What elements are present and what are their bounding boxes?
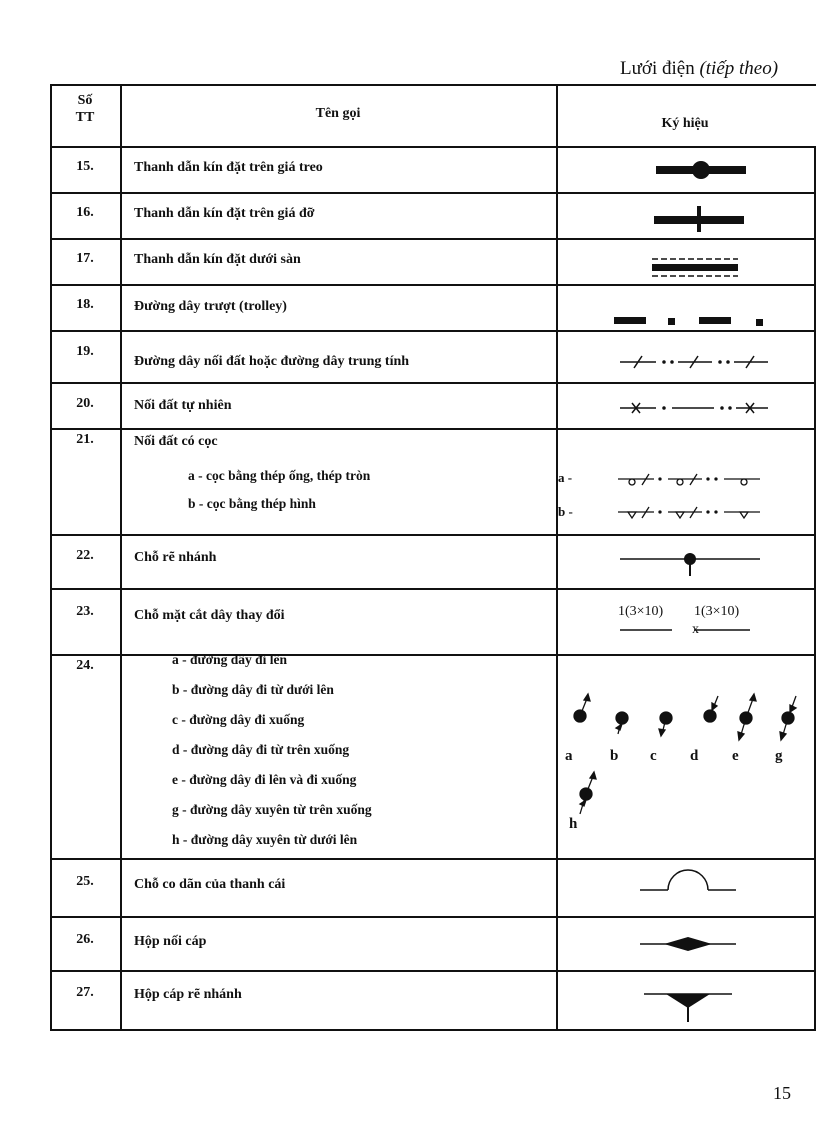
row-no: 24. — [76, 658, 94, 673]
row-no: 19. — [76, 344, 94, 359]
row-no: 23. — [76, 604, 94, 619]
row-name: Hộp nối cáp — [134, 934, 207, 949]
row-sub-item: h - đường dây xuyên từ dưới lên — [172, 832, 358, 847]
col-header-no — [50, 92, 120, 126]
row-sub-item: a - đường dây đi lên — [172, 652, 287, 667]
symbol-label-b: b - — [558, 504, 573, 519]
trolley-line-symbol — [614, 317, 763, 326]
row-no: 21. — [76, 432, 94, 447]
col-header-no-line2: TT — [75, 110, 95, 125]
branch-point-symbol — [620, 553, 760, 576]
row-sub-item: b - cọc bằng thép hình — [188, 496, 316, 511]
direction-label-g: g — [775, 748, 783, 764]
direction-label-d: d — [690, 748, 699, 764]
row-sub-item: b - đường dây đi từ dưới lên — [172, 682, 334, 697]
row-sub-item: c - đường dây đi xuống — [172, 712, 305, 727]
section-right-label: 1(3×10) — [694, 604, 740, 619]
cable-joint-box-symbol — [640, 937, 736, 951]
direction-label-c: c — [650, 748, 657, 764]
row-name: Đường dây trượt (trolley) — [134, 299, 287, 314]
row-no: 16. — [76, 205, 94, 220]
header-title: Lưới điện — [620, 58, 695, 79]
busbar-suspended-symbol — [656, 161, 746, 179]
direction-label-b: b — [610, 748, 619, 764]
line-direction-symbols — [574, 694, 796, 814]
col-divider-1 — [120, 84, 122, 1031]
section-mid-label: x — [692, 622, 699, 637]
row-name: Thanh dẫn kín đặt trên giá treo — [134, 160, 323, 175]
row-no: 26. — [76, 932, 94, 947]
busbar-expansion-symbol — [640, 870, 736, 890]
row-name: Hộp cáp rẽ nhánh — [134, 987, 242, 1002]
row-no: 22. — [76, 548, 94, 563]
busbar-underfloor-symbol — [652, 259, 738, 276]
row-name: Chỗ co dãn của thanh cái — [134, 877, 286, 892]
row-no: 25. — [76, 874, 94, 889]
section-left-label: 1(3×10) — [618, 604, 664, 619]
row-name: Chỗ mặt cắt dây thay đổi — [134, 608, 285, 623]
row-name: Thanh dẫn kín đặt dưới sàn — [134, 252, 301, 267]
earthing-pipe-rod-symbol — [618, 474, 760, 485]
col-header-symbol: Ký hiệu — [661, 116, 709, 131]
col-header-no-line1: Số — [77, 93, 93, 108]
natural-earthing-symbol — [620, 403, 768, 413]
row-sub-item: d - đường dây đi từ trên xuống — [172, 742, 350, 757]
busbar-supported-symbol — [654, 206, 744, 232]
row-no: 17. — [76, 251, 94, 266]
direction-label-h: h — [569, 816, 578, 832]
direction-label-e: e — [732, 748, 739, 764]
row-no: 15. — [76, 159, 94, 174]
cable-branch-box-symbol — [644, 994, 732, 1022]
row-sub-item: g - đường dây xuyên từ trên xuống — [172, 802, 372, 817]
neutral-line-symbol — [620, 356, 768, 368]
symbol-table — [50, 84, 816, 1031]
row-no: 20. — [76, 396, 94, 411]
row-sub-item: e - đường dây đi lên và đi xuống — [172, 772, 357, 787]
row-no: 18. — [76, 297, 94, 312]
row-name: Nối đất có cọc — [134, 434, 218, 449]
col-header-name: Tên gọi — [315, 106, 361, 121]
row-no: 27. — [76, 985, 94, 1000]
symbol-label-a: a - — [558, 470, 573, 485]
row-name: Nối đất tự nhiên — [134, 398, 232, 413]
symbol-column — [556, 84, 816, 1031]
row-name: Chỗ rẽ nhánh — [134, 550, 217, 565]
page-number: 15 — [773, 1083, 791, 1103]
row-sub-item: a - cọc bằng thép ống, thép tròn — [188, 468, 371, 483]
row-name: Thanh dẫn kín đặt trên giá đỡ — [134, 206, 315, 221]
row-name: Đường dây nối đất hoặc đường dây trung tính — [134, 354, 410, 369]
page-header — [620, 58, 778, 80]
header-subtitle: (tiếp theo) — [699, 58, 779, 79]
earthing-profile-steel-symbol — [618, 507, 760, 518]
direction-label-a: a — [565, 748, 573, 764]
